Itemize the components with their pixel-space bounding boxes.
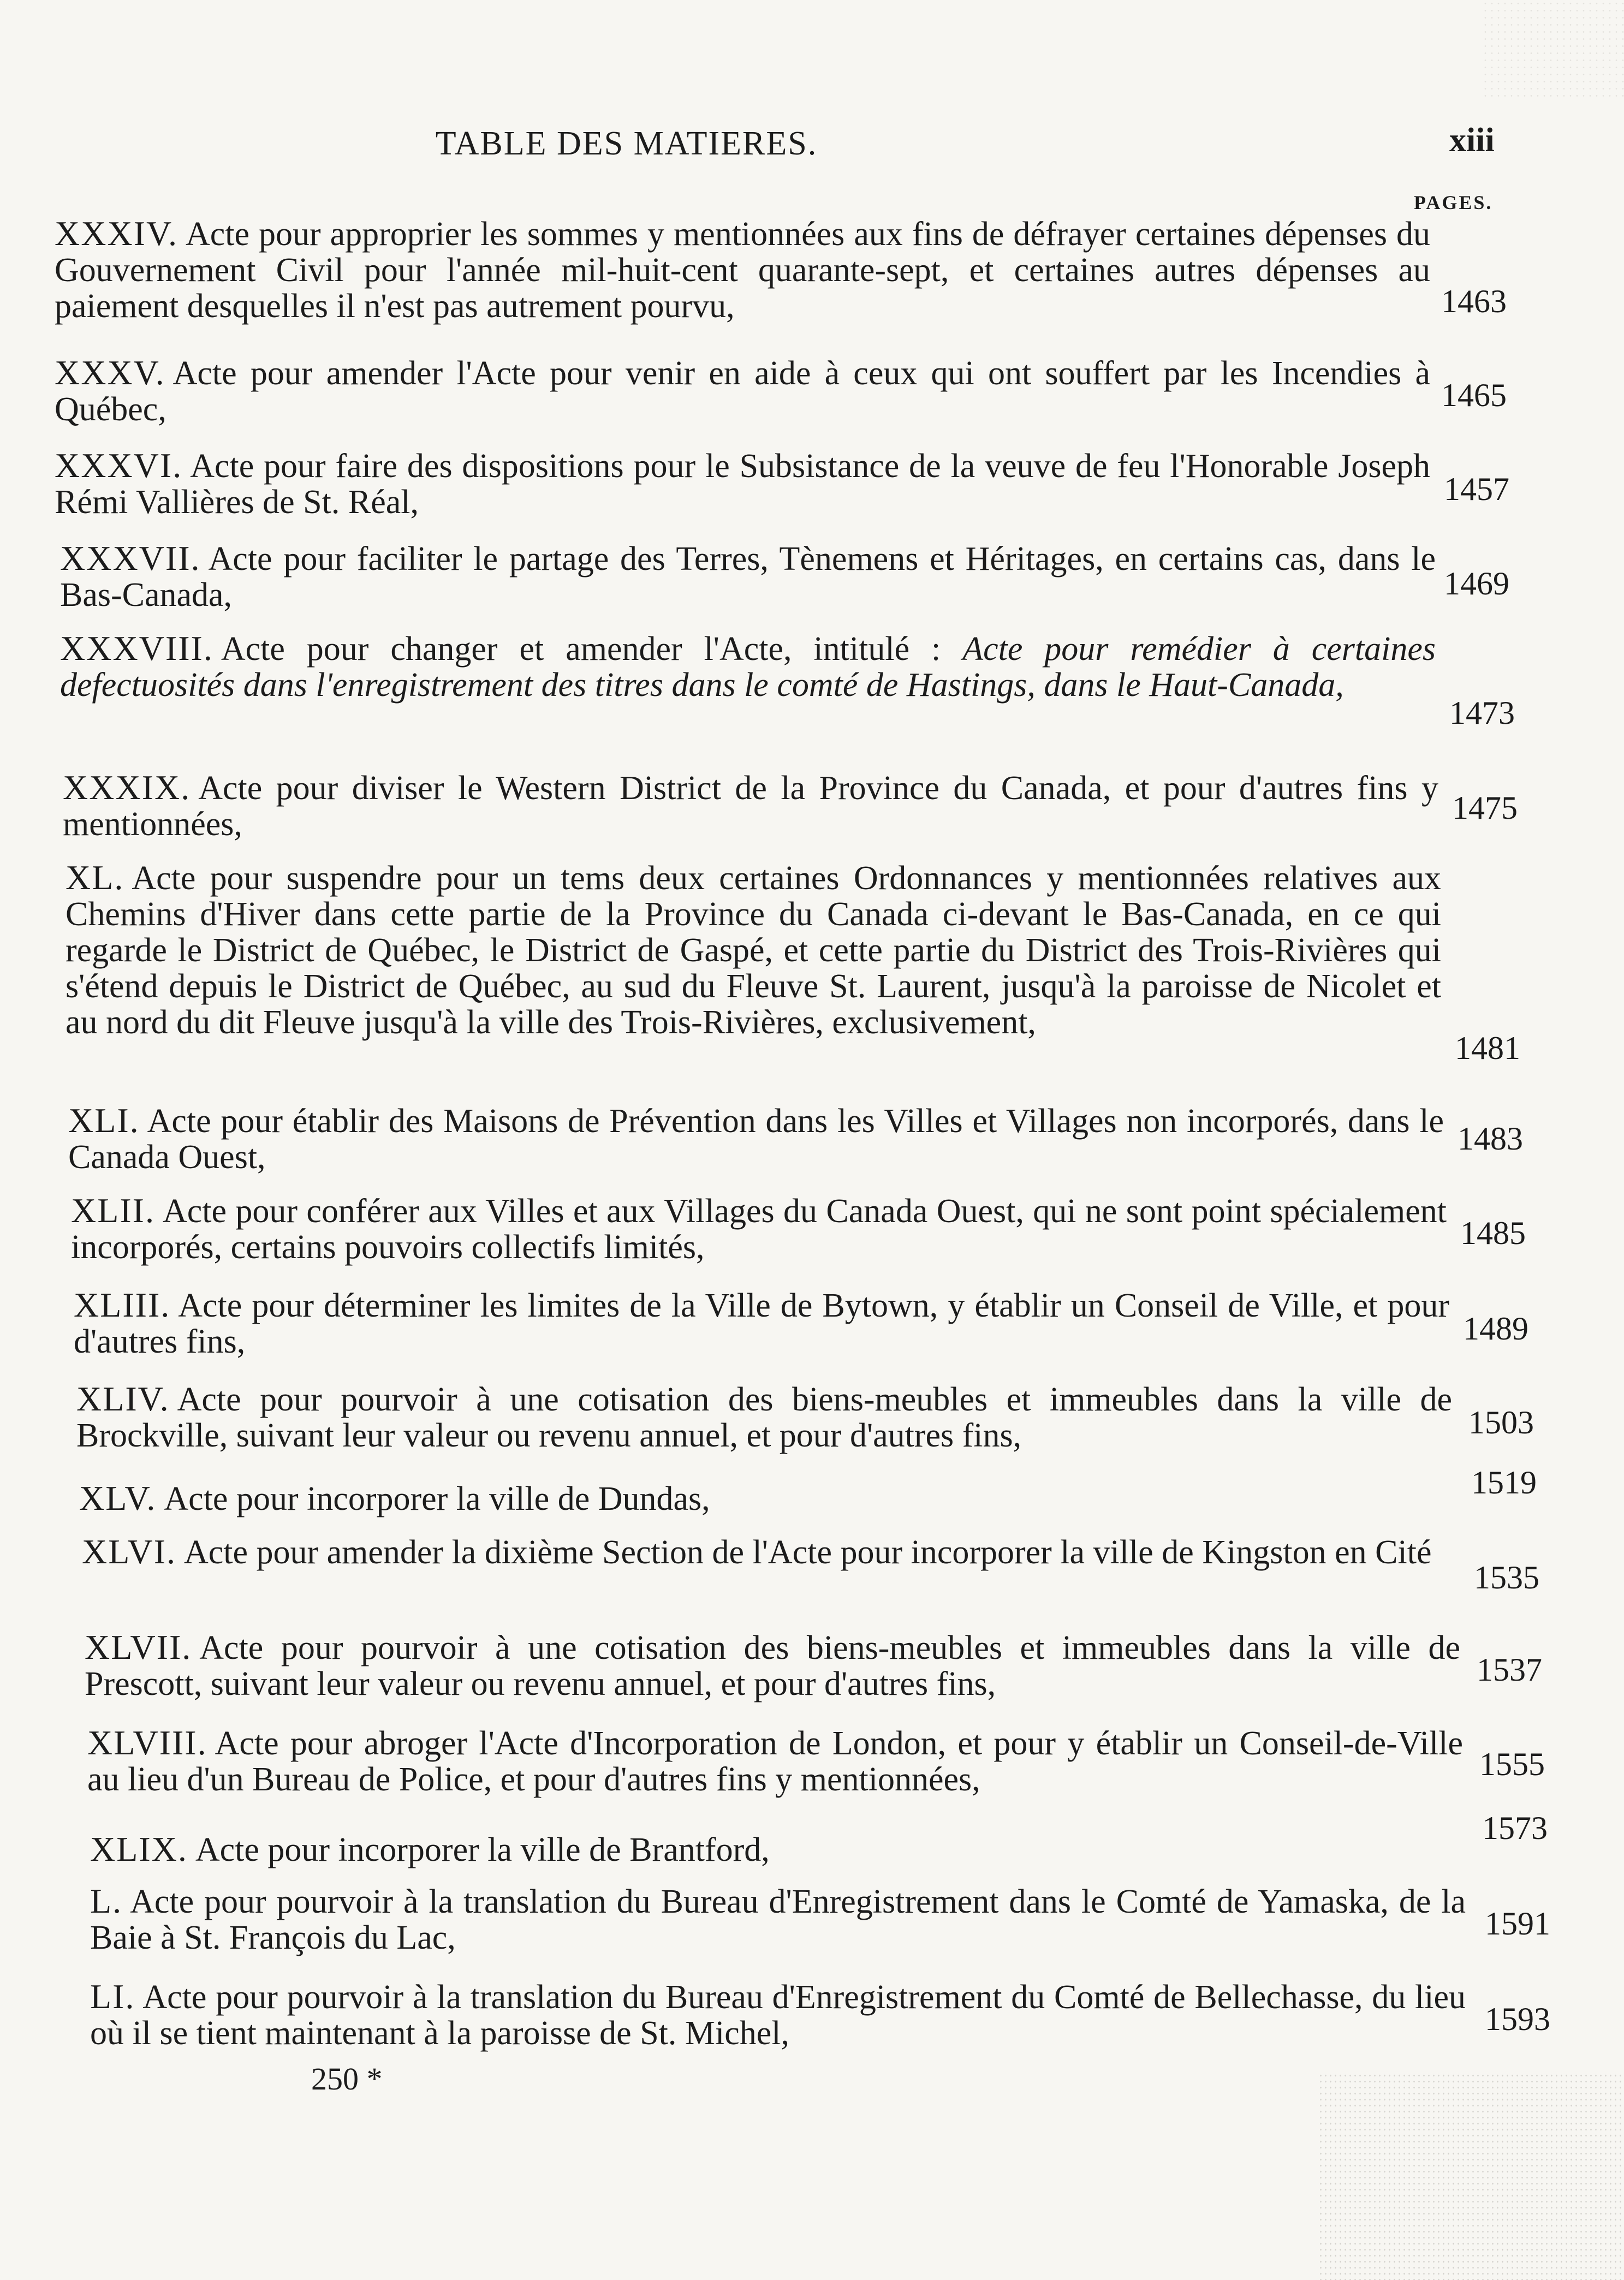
- signature-mark: 250 *: [311, 2061, 383, 2097]
- entry-text: [68, 1103, 1444, 1175]
- toc-entry: [60, 540, 1479, 613]
- entry-text: [82, 1534, 1458, 1570]
- entry-page-ref: 1573: [1482, 1810, 1548, 1846]
- toc-entry: [55, 216, 1474, 324]
- toc-entry: [79, 1480, 1498, 1517]
- entry-title: Acte pour faire des dispositions pour le Subsistance de la veuve de feu l'Honorable Joseph Rémi Vallières de St. Réal,: [55, 448, 1430, 521]
- entry-text: [55, 216, 1430, 324]
- entry-number: XLV.: [79, 1479, 157, 1517]
- toc-entry: [63, 770, 1482, 842]
- entry-title: Acte pour pourvoir à une cotisation des biens-meubles et immeubles dans la ville de Prescott, suivant leur valeur ou revenu annuel, et pour d'autres fins,: [85, 1629, 1460, 1702]
- page-number: xiii: [1449, 122, 1495, 159]
- entry-page-ref: 1519: [1471, 1465, 1537, 1501]
- entry-number: XXXIX.: [63, 768, 191, 807]
- toc-entry: [76, 1381, 1496, 1454]
- entry-page-ref: 1593: [1485, 2001, 1550, 2037]
- entry-number: XLVIII.: [87, 1723, 207, 1762]
- page-title: TABLE DES MATIERES.: [435, 125, 818, 162]
- toc-entry: [55, 355, 1474, 427]
- entry-number: XXXIV.: [55, 214, 178, 253]
- toc-entry: [71, 1193, 1490, 1265]
- entry-page-ref: 1503: [1468, 1404, 1534, 1440]
- entry-number: XLVII.: [85, 1628, 192, 1666]
- entry-title: Acte pour incorporer la ville de Dundas,: [164, 1480, 710, 1517]
- entry-number: XLIX.: [90, 1830, 188, 1868]
- pages-column-label: PAGES.: [1414, 192, 1493, 213]
- entry-page-ref: 1463: [1441, 283, 1507, 319]
- toc-entry: [66, 860, 1485, 1040]
- entry-number: XLII.: [71, 1191, 155, 1230]
- entry-title: Acte pour déterminer les limites de la Ville de Bytown, y établir un Conseil de Ville, et pour d'autres fins,: [74, 1287, 1449, 1360]
- entry-page-ref: 1591: [1485, 1906, 1550, 1942]
- entry-title: Acte pour faciliter le partage des Terres, Tènemens et Héritages, en certains cas, dans le Bas-Canada,: [60, 540, 1436, 614]
- entry-text: [60, 540, 1436, 613]
- entry-text: [90, 1883, 1466, 1956]
- entry-page-ref: 1537: [1477, 1652, 1542, 1688]
- entry-number: LI.: [90, 1977, 135, 2016]
- toc-entry: [90, 1831, 1509, 1868]
- entry-number: XLIV.: [76, 1379, 170, 1418]
- entry-text: [90, 1979, 1466, 2051]
- entry-title: Acte pour abroger l'Acte d'Incorporation de London, et pour y établir un Conseil-de-Ville au lieu d'un Bureau de Police, et pour d'autres fins y mentionnées,: [87, 1725, 1463, 1798]
- entry-number: XLIII.: [74, 1285, 171, 1324]
- entry-title: Acte pour pourvoir à une cotisation des biens-meubles et immeubles dans la ville de Brockville, suivant leur valeur ou revenu annuel, et pour d'autres fins,: [76, 1381, 1452, 1454]
- entry-text: [55, 355, 1430, 427]
- entry-page-ref: 1483: [1458, 1121, 1523, 1157]
- entry-text: [71, 1193, 1447, 1265]
- entry-title: Acte pour approprier les sommes y mentionnées aux fins de défrayer certaines dépenses du Gouvernement Civil pour l'année mil-huit-cent quarante-sept, et certaines autres dépenses au paiement desquelles il n'est pas autrement pourvu,: [55, 216, 1430, 325]
- entry-cited-act-title: Acte pour remédier à certaines defectuosités dans l'enregistrement des titres dans le comté de Hastings, dans le Haut-Canada,: [60, 630, 1436, 704]
- paper-speckle-top: [1482, 0, 1624, 98]
- entry-text: [66, 860, 1441, 1040]
- toc-entry: [87, 1725, 1507, 1797]
- entry-number: XXXVII.: [60, 539, 201, 578]
- entry-number: L.: [90, 1882, 123, 1920]
- entry-text: [60, 630, 1436, 703]
- entry-number: XLVI.: [82, 1532, 176, 1571]
- toc-entry: [90, 1979, 1509, 2051]
- toc-entry: [74, 1287, 1493, 1360]
- toc-entry: [68, 1103, 1488, 1175]
- entry-number: XXXVIII.: [60, 629, 213, 668]
- entry-text: [79, 1480, 1455, 1517]
- entry-text: [87, 1725, 1463, 1797]
- entry-text: [90, 1831, 1466, 1868]
- entry-page-ref: 1555: [1479, 1746, 1545, 1782]
- entry-title: Acte pour amender la dixième Section de l'Acte pour incorporer la ville de Kingston en Cité: [183, 1534, 1432, 1571]
- entry-number: XL.: [66, 858, 124, 897]
- entry-page-ref: 1485: [1460, 1215, 1526, 1251]
- entry-title: Acte pour changer et amender l'Acte, intitulé :: [221, 630, 941, 668]
- entry-number: XLI.: [68, 1101, 140, 1140]
- entry-title: Acte pour diviser le Western District de la Province du Canada, et pour d'autres fins y mentionnées,: [63, 770, 1438, 843]
- toc-entry: [82, 1534, 1501, 1570]
- entry-text: [55, 448, 1430, 520]
- entry-page-ref: 1489: [1463, 1311, 1528, 1347]
- entry-page-ref: 1465: [1441, 377, 1507, 413]
- entry-text: [74, 1287, 1449, 1360]
- entry-page-ref: 1475: [1452, 790, 1518, 826]
- entry-title: Acte pour établir des Maisons de Prévention dans les Villes et Villages non incorporés, dans le Canada Ouest,: [68, 1103, 1444, 1176]
- entry-page-ref: 1473: [1449, 695, 1515, 731]
- toc-entry: [85, 1629, 1504, 1702]
- entry-text: [76, 1381, 1452, 1454]
- entry-title: Acte pour suspendre pour un tems deux certaines Ordonnances y mentionnées relatives aux Chemins d'Hiver dans cette partie de la Province du Canada ci-devant le Bas-Canada, en ce qui regarde le District de Québec, le District de Gaspé, et cette partie du District des Trois-Rivières qui s'étend depuis le District de Québec, au sud du Fleuve St. Laurent, jusqu'à la paroisse de Nicolet et au nord du dit Fleuve jusqu'à la ville des Trois-Rivières, exclusivement,: [66, 860, 1441, 1041]
- entry-number: XXXVI.: [55, 446, 183, 485]
- toc-entry: [55, 448, 1474, 520]
- toc-entry: [60, 630, 1479, 703]
- entry-text: [85, 1629, 1460, 1702]
- entry-title: Acte pour pourvoir à la translation du Bureau d'Enregistrement dans le Comté de Yamaska, de la Baie à St. François du Lac,: [90, 1883, 1466, 1956]
- entry-number: XXXV.: [55, 353, 165, 392]
- entry-page-ref: 1535: [1474, 1559, 1539, 1596]
- entry-page-ref: 1469: [1444, 565, 1509, 602]
- toc-entry: [90, 1883, 1509, 1956]
- paper-speckle-bottom: [1318, 2073, 1624, 2280]
- entry-text: [63, 770, 1438, 842]
- entry-title: Acte pour conférer aux Villes et aux Villages du Canada Ouest, qui ne sont point spécialement incorporés, certains pouvoirs collectifs limités,: [71, 1193, 1447, 1266]
- entry-page-ref: 1457: [1444, 471, 1509, 507]
- entry-title: Acte pour incorporer la ville de Brantford,: [195, 1831, 770, 1868]
- entry-page-ref: 1481: [1455, 1030, 1520, 1066]
- entry-title: Acte pour amender l'Acte pour venir en aide à ceux qui ont souffert par les Incendies à Québec,: [55, 355, 1430, 428]
- entry-title: Acte pour pourvoir à la translation du Bureau d'Enregistrement du Comté de Bellechasse, du lieu où il se tient maintenant à la paroisse de St. Michel,: [90, 1979, 1466, 2052]
